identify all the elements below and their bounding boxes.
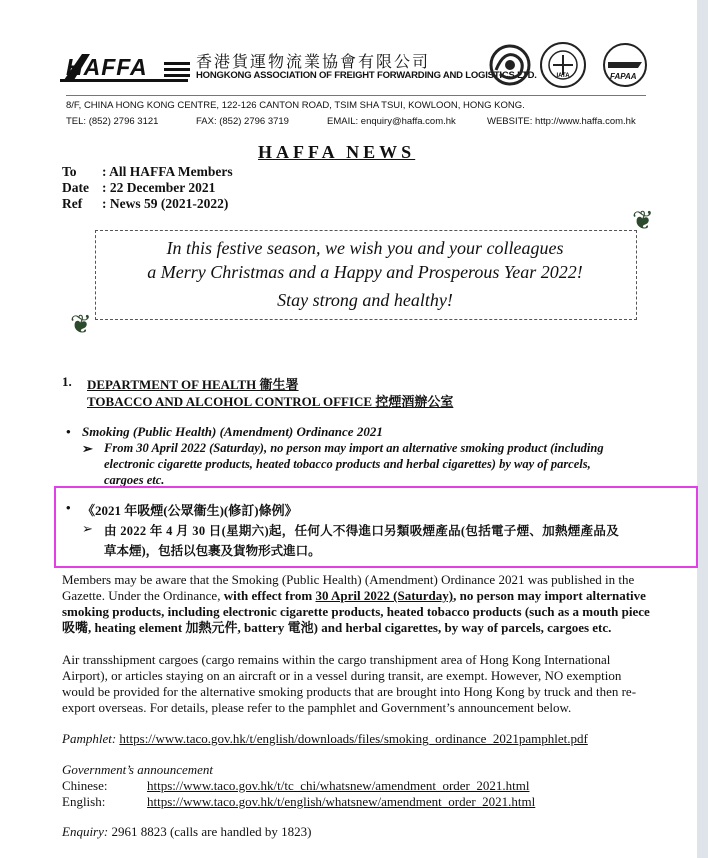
paragraph-1-line-4: 吸嘴, heating element 加熱元件, battery 電池) and herbal cigarettes, by way of parcels, cargoes etc. — [62, 620, 612, 635]
page-side-margin — [697, 0, 708, 858]
logo-text: HAFFA — [66, 54, 148, 80]
meta-value: : All HAFFA Members — [102, 164, 233, 179]
greeting-line-3: Stay strong and healthy! — [277, 290, 453, 310]
enquiry-text: 2961 8823 (calls are handled by 1823) — [111, 824, 312, 839]
svg-text:IATA: IATA — [556, 73, 570, 79]
announcement-label: Government’s announcement — [62, 762, 214, 777]
greeting-line-1: In this festive season, we wish you and your colleagues — [166, 238, 564, 258]
meta-date — [62, 180, 215, 196]
text: with effect from — [223, 588, 316, 603]
bullet-en-line-2: electronic cigarette products, heated tobacco products and herbal cigarettes) by way of parcels, — [104, 457, 591, 471]
enquiry-line — [62, 824, 311, 840]
effective-date: 30 April 2022 (Saturday) — [315, 588, 454, 603]
text: , no person may import alternative — [453, 588, 646, 603]
website: WEBSITE: http://www.haffa.com.hk — [487, 116, 636, 127]
news-title: HAFFA NEWS — [258, 142, 416, 162]
bullet-en-title: Smoking (Public Health) (Amendment) Ordinance 2021 — [82, 424, 383, 439]
holly-icon: ❦ — [70, 310, 92, 339]
dragon-emblem-icon — [486, 42, 534, 88]
meta-value: : News 59 (2021-2022) — [102, 196, 229, 211]
paragraph-2-line-4: export overseas. For details, please refer to the pamphlet and Government’s announcement below. — [62, 700, 572, 715]
address: 8/F, CHINA HONG KONG CENTRE, 122-126 CANTON ROAD, TSIM SHA TSUI, KOWLOON, HONG KONG. — [66, 100, 525, 111]
email: EMAIL: enquiry@haffa.com.hk — [327, 116, 456, 127]
paragraph-2-line-1: Air transshipment cargoes (cargo remains within the cargo transhipment area of Hong Kong International — [62, 652, 611, 667]
pamphlet-line — [62, 731, 588, 747]
english-announcement-link[interactable]: https://www.taco.gov.hk/t/english/whatsnew/amendment_order_2021.html — [147, 794, 536, 809]
bullet-dot: • — [66, 424, 71, 439]
bullet-zh-line-2: 草本煙)，包括以包裹及貨物形式進口。 — [104, 544, 321, 558]
section-number: 1. — [62, 374, 72, 389]
section-title-2: TOBACCO AND ALCOHOL CONTROL OFFICE 控煙酒辦公室 — [87, 394, 454, 409]
tel: TEL: (852) 2796 3121 — [66, 116, 159, 127]
pamphlet-label: Pamphlet: — [62, 731, 117, 746]
paragraph-2 — [62, 652, 692, 716]
paragraph-1 — [62, 572, 692, 636]
enquiry-label: Enquiry: — [62, 824, 109, 839]
meta-key: To — [62, 164, 77, 179]
bullet-dot: • — [66, 500, 71, 515]
meta-value: : 22 December 2021 — [102, 180, 216, 195]
chinese-label: Chinese: — [62, 778, 108, 793]
paragraph-2-line-2: Airport), or articles staying on an aircraft or in a vessel during transit, are exempt. However, NO exemption — [62, 668, 622, 683]
greeting-line-2: a Merry Christmas and a Happy and Prosperous Year 2022! — [147, 262, 583, 282]
header-divider — [66, 95, 646, 96]
fapaa-logo — [602, 42, 648, 88]
meta-key: Ref — [62, 196, 83, 211]
company-chinese-name: 香港貨運物流業協會有限公司 — [196, 52, 431, 71]
iata-seal-icon — [540, 42, 586, 88]
chinese-announcement-link[interactable]: https://www.taco.gov.hk/t/tc_chi/whatsnew/amendment_order_2021.html — [147, 778, 530, 793]
bullet-en-line-1: From 30 April 2022 (Saturday), no person may import an alternative smoking product (including — [104, 441, 604, 455]
meta-key: Date — [62, 180, 89, 195]
fapaa-logo-icon — [602, 42, 648, 88]
fax: FAX: (852) 2796 3719 — [196, 116, 289, 127]
meta-to — [62, 164, 233, 180]
bullet-zh-line-1: 由 2022 年 4 月 30 日(星期六)起，任何人不得進口另類吸煙產品(包括電子煙、加熱煙產品及 — [104, 524, 619, 538]
pamphlet-link[interactable]: https://www.taco.gov.hk/t/english/downloads/files/smoking_ordinance_2021pamphlet.pdf — [119, 731, 588, 746]
section-title-1: DEPARTMENT OF HEALTH 衞生署 — [87, 377, 299, 392]
bullet-zh-title: 《2021 年吸煙(公眾衞生)(修訂)條例》 — [82, 503, 298, 518]
paragraph-1-line-2 — [62, 588, 692, 604]
fapaa-label: FAPAA — [610, 72, 637, 81]
arrow-icon: ➢ — [82, 521, 93, 536]
paragraph-1-line-1: Members may be aware that the Smoking (Public Health) (Amendment) Ordinance 2021 was published in the — [62, 572, 635, 587]
text: Gazette. Under the Ordinance, — [62, 588, 224, 603]
english-label: English: — [62, 794, 106, 809]
paragraph-2-line-3: would be provided for the alternative smoking products that are brought into Hong Kong by truck and then re- — [62, 684, 637, 699]
holly-icon: ❦ — [632, 206, 654, 235]
bullet-en-line-3: cargoes etc. — [104, 473, 165, 487]
arrow-icon: ➢ — [82, 441, 93, 456]
meta-ref — [62, 196, 228, 212]
paragraph-1-line-3: smoking products, including electronic cigarette products, heated tobacco products (such as a mouth piece — [62, 604, 650, 619]
company-english-name: HONGKONG ASSOCIATION OF FREIGHT FORWARDING AND LOGISTICS LTD. — [196, 70, 537, 81]
